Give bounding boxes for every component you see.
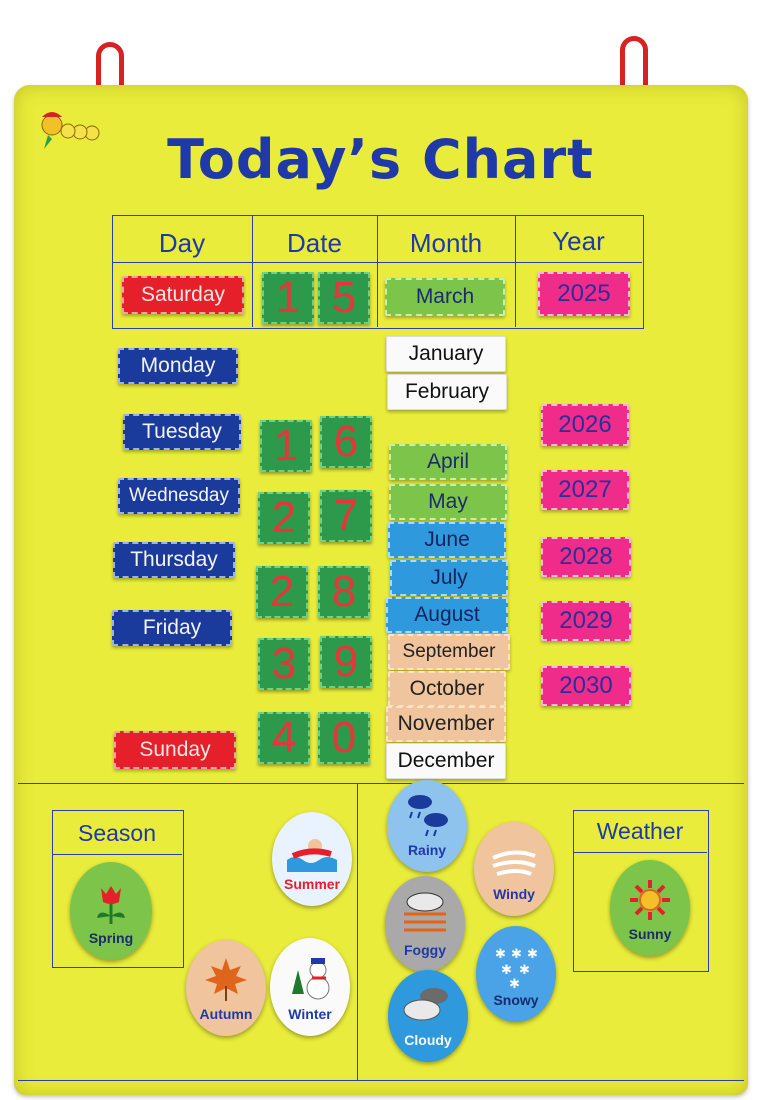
season-name: Winter (288, 1006, 332, 1022)
season-card-winter[interactable] (270, 938, 350, 1036)
date-digit[interactable]: 4 (258, 712, 310, 764)
pocket-top-stitch (18, 783, 744, 784)
maple-leaf-icon (203, 956, 249, 1002)
weather-name: Snowy (493, 992, 539, 1008)
date-digit[interactable]: 3 (258, 638, 310, 690)
date-digit[interactable]: 1 (260, 420, 312, 472)
svg-text:✱: ✱ (495, 947, 506, 962)
header-month: Month (409, 228, 483, 258)
date-digit[interactable]: 2 (256, 566, 308, 618)
month-tag[interactable]: May (389, 484, 507, 520)
season-card-spring[interactable] (70, 862, 152, 960)
pocket-divider (357, 783, 358, 1080)
weather-card-windy[interactable] (474, 822, 554, 916)
fog-icon (398, 890, 452, 938)
weather-card-cloudy[interactable] (388, 970, 468, 1062)
weather-card-snowy[interactable] (476, 926, 556, 1022)
date-digit[interactable]: 6 (320, 416, 372, 468)
season-box-divider (52, 854, 182, 855)
snowman-icon (282, 954, 338, 1002)
season-label: Season (77, 820, 156, 846)
current-year-tag[interactable]: 2025 (538, 272, 630, 316)
current-date-digit[interactable]: 1 (262, 272, 314, 324)
season-card-summer[interactable] (272, 812, 352, 906)
month-tag[interactable]: February (387, 374, 507, 410)
weather-name: Cloudy (404, 1032, 452, 1048)
weather-name: Sunny (628, 926, 672, 942)
season-card-autumn[interactable] (186, 940, 266, 1036)
day-tag[interactable]: Sunday (114, 731, 236, 769)
date-digit[interactable]: 9 (320, 636, 372, 688)
page-title: Today’s Chart (167, 128, 594, 191)
current-day-tag[interactable]: Saturday (122, 276, 244, 314)
month-tag[interactable]: October (388, 671, 506, 707)
weather-label: Weather (596, 818, 684, 844)
header-day: Day (158, 228, 206, 258)
current-month-tag[interactable]: March (385, 278, 505, 316)
month-tag[interactable]: November (386, 706, 506, 742)
year-tag[interactable]: 2028 (541, 537, 631, 577)
day-tag[interactable]: Monday (118, 348, 238, 384)
date-digit[interactable]: 2 (258, 492, 310, 544)
month-tag[interactable]: April (389, 444, 507, 480)
cloud-icon (400, 986, 456, 1028)
weather-card-sunny[interactable] (610, 860, 690, 956)
year-tag[interactable]: 2027 (541, 470, 629, 510)
rain-cloud-icon (402, 792, 452, 838)
svg-text:✱: ✱ (509, 977, 520, 988)
tulip-icon (89, 882, 133, 926)
swimmer-icon (285, 832, 339, 872)
month-tag[interactable]: July (390, 560, 508, 596)
weather-name: Rainy (407, 842, 447, 858)
wind-icon (489, 846, 539, 882)
season-name: Summer (283, 876, 341, 892)
season-name: Autumn (199, 1006, 253, 1022)
svg-text:✱: ✱ (511, 947, 522, 962)
weather-name: Foggy (404, 942, 446, 958)
pocket-bottom-stitch (18, 1080, 744, 1081)
month-tag[interactable]: June (388, 522, 506, 558)
day-tag[interactable]: Wednesday (118, 478, 240, 514)
month-tag[interactable]: September (388, 634, 510, 670)
current-date-digit[interactable]: 5 (318, 272, 370, 324)
year-tag[interactable]: 2029 (541, 601, 631, 641)
weather-card-foggy[interactable] (385, 876, 465, 972)
snowflake-icon (491, 944, 541, 988)
weather-name: Windy (493, 886, 535, 902)
year-tag[interactable]: 2030 (541, 666, 631, 706)
month-tag[interactable]: August (386, 597, 508, 633)
sun-icon (628, 878, 672, 922)
svg-text:✱: ✱ (519, 963, 530, 978)
weather-box-divider (573, 852, 707, 853)
day-tag[interactable]: Thursday (113, 542, 235, 578)
header-date: Date (287, 228, 342, 258)
month-tag[interactable]: January (386, 336, 506, 372)
date-digit[interactable]: 0 (318, 712, 370, 764)
weather-card-rainy[interactable] (387, 780, 467, 872)
svg-text:✱: ✱ (527, 947, 538, 962)
date-digit[interactable]: 8 (318, 566, 370, 618)
day-tag[interactable]: Friday (112, 610, 232, 646)
season-name: Spring (88, 930, 134, 946)
year-tag[interactable]: 2026 (541, 404, 629, 446)
month-tag[interactable]: December (386, 743, 506, 779)
header-year: Year (552, 226, 605, 256)
date-digit[interactable]: 7 (320, 490, 372, 542)
day-tag[interactable]: Tuesday (123, 414, 241, 450)
svg-text:✱: ✱ (501, 963, 512, 978)
